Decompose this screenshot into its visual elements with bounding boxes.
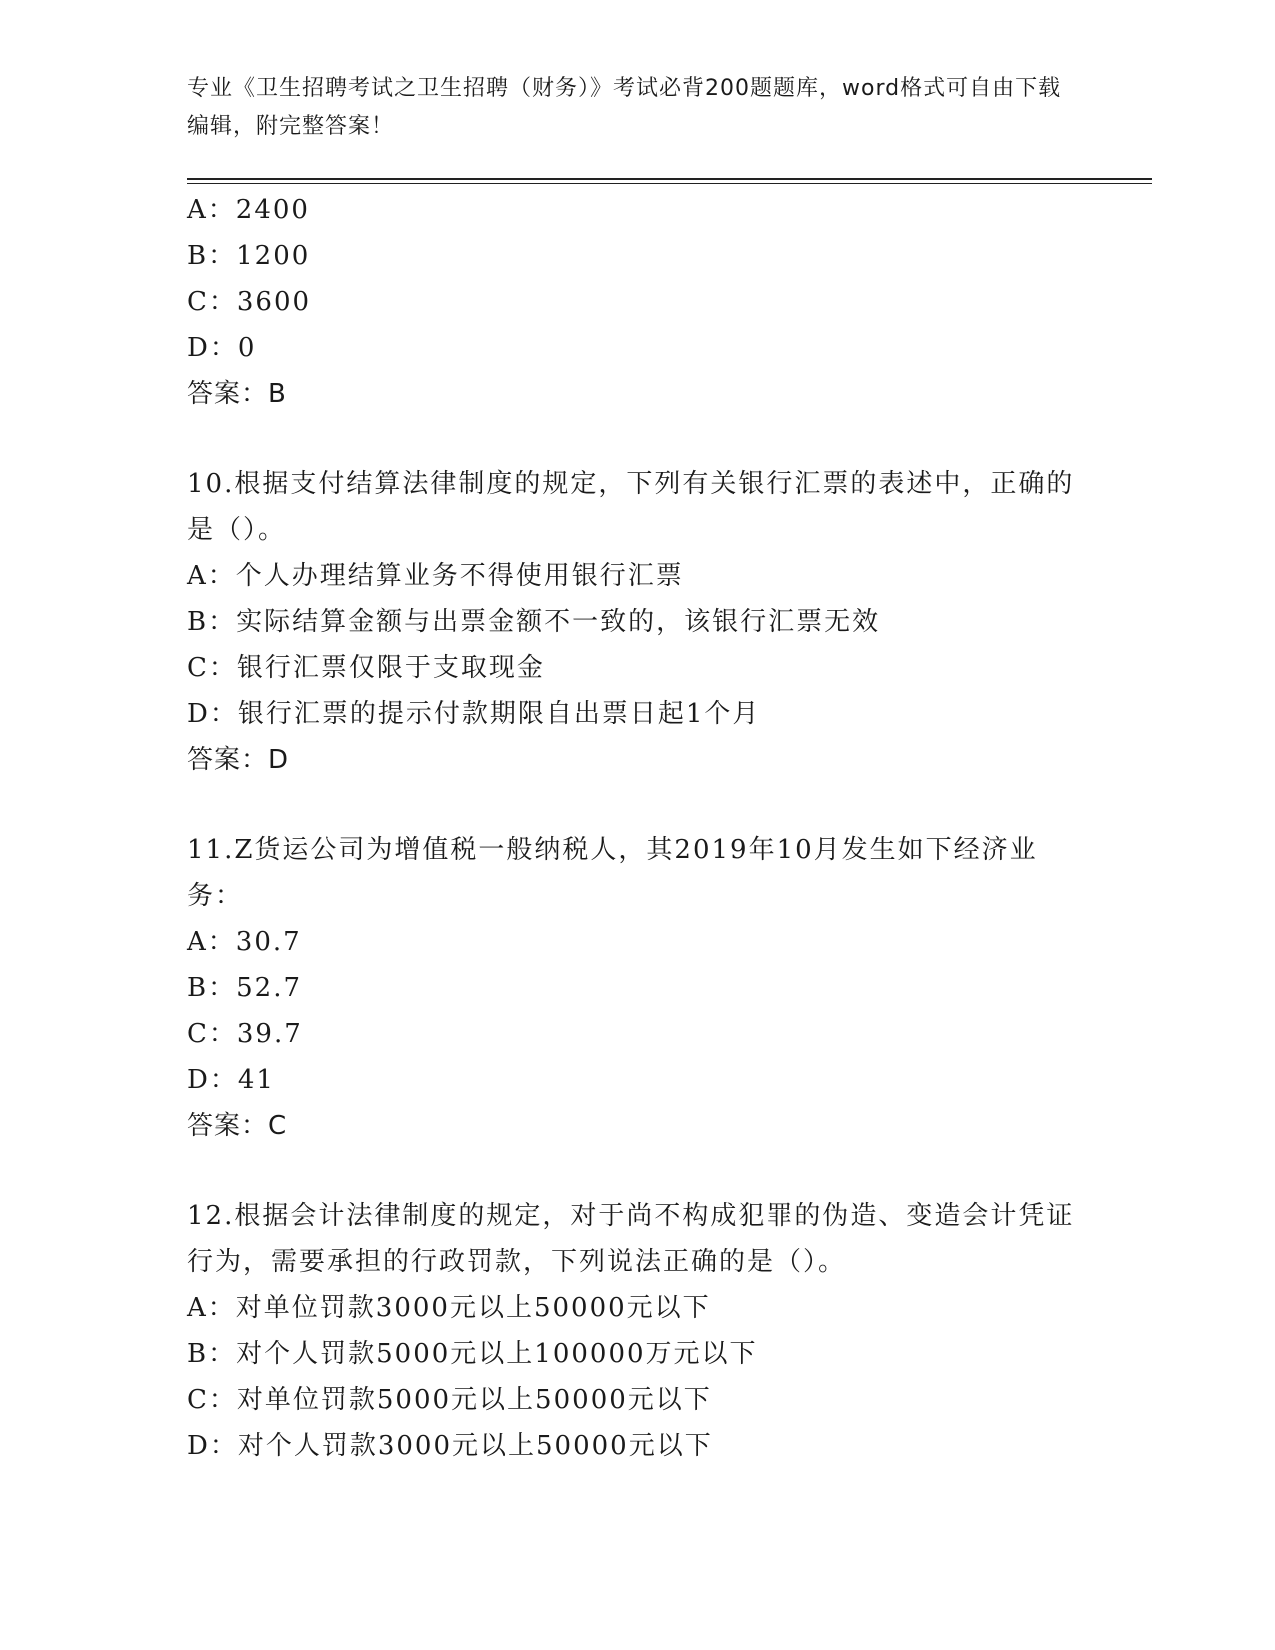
question-block-11 <box>187 827 1087 1149</box>
option-a: A：30.7 <box>187 927 302 957</box>
question-list <box>187 187 1087 1469</box>
header-rule-thin <box>187 183 1152 184</box>
option-a: A：个人办理结算业务不得使用银行汇票 <box>187 561 684 591</box>
option-b: B：1200 <box>187 241 311 271</box>
block-spacer <box>187 417 1087 461</box>
block-spacer <box>187 783 1087 827</box>
question-block-9 <box>187 187 1087 417</box>
option-c: C：3600 <box>187 287 312 317</box>
question-block-10 <box>187 461 1087 783</box>
option-d: D：对个人罚款3000元以上50000元以下 <box>187 1431 713 1461</box>
option-d: D：41 <box>187 1065 275 1095</box>
option-c: C：39.7 <box>187 1019 303 1049</box>
header-rule-thick <box>187 178 1152 180</box>
option-d: D：银行汇票的提示付款期限自出票日起1个月 <box>187 699 761 729</box>
answer-line: 答案：C <box>187 1111 288 1141</box>
option-d: D：0 <box>187 333 257 363</box>
answer-line: 答案：B <box>187 379 287 409</box>
option-c: C：银行汇票仅限于支取现金 <box>187 653 545 683</box>
question-block-12 <box>187 1193 1087 1469</box>
answer-line: 答案：D <box>187 745 290 775</box>
option-b: B：对个人罚款5000元以上100000万元以下 <box>187 1339 758 1369</box>
question-stem: 10.根据支付结算法律制度的规定，下列有关银行汇票的表述中，正确的是（）。 <box>187 469 1075 545</box>
option-a: A：2400 <box>187 195 310 225</box>
option-b: B：52.7 <box>187 973 302 1003</box>
option-c: C：对单位罚款5000元以上50000元以下 <box>187 1385 712 1415</box>
block-spacer <box>187 1149 1087 1193</box>
option-a: A：对单位罚款3000元以上50000元以下 <box>187 1293 711 1323</box>
document-header: 专业《卫生招聘考试之卫生招聘（财务）》考试必背200题题库，word格式可自由下载编辑，附完整答案！ <box>187 76 1062 139</box>
question-stem: 11.Z货运公司为增值税一般纳税人，其2019年10月发生如下经济业务： <box>187 835 1038 911</box>
question-stem: 12.根据会计法律制度的规定，对于尚不构成犯罪的伪造、变造会计凭证行为，需要承担的行政罚款，下列说法正确的是（）。 <box>187 1201 1075 1277</box>
option-b: B：实际结算金额与出票金额不一致的，该银行汇票无效 <box>187 607 881 637</box>
